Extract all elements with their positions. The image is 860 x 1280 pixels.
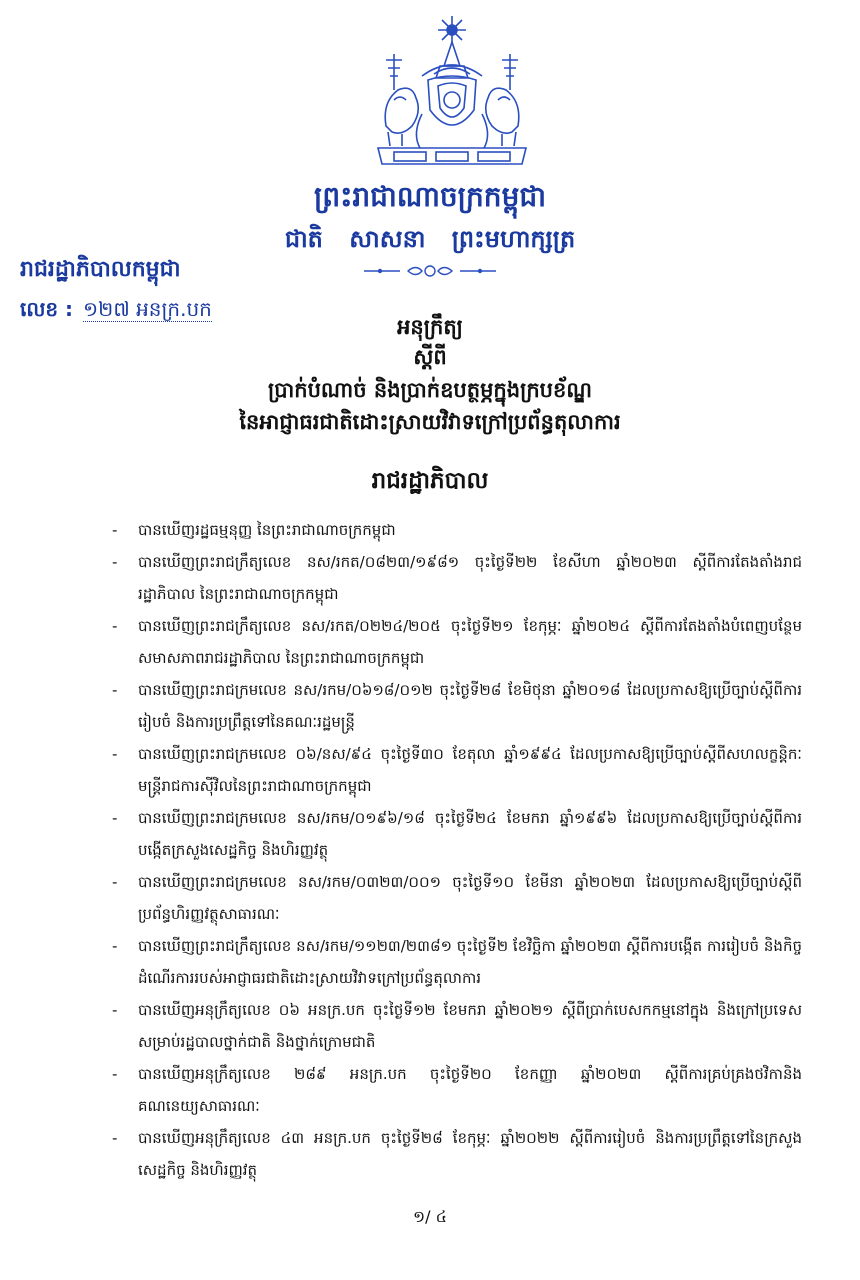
consideration-item (112, 738, 802, 802)
consideration-item (112, 1058, 802, 1122)
list-dash: - (112, 873, 118, 891)
consideration-item (112, 610, 802, 674)
consideration-item (112, 514, 802, 546)
title-about: ស្តីពី (413, 345, 447, 369)
list-dash: - (112, 521, 118, 539)
reference-value: ១២៧ អនក្រ.បក (83, 297, 212, 321)
consideration-text: បានឃើញព្រះរាជក្រមលេខ នស/រកម/០៣២៣/០០១ ចុះថ្ងៃទី១០ ខែមីនា ឆ្នាំ២០២៣ ដែលប្រកាសឱ្យប្រើច្បាប់ស្តីពីប្រព័ន្ធហិរញ្ញវត្ថុសាធារណៈ (138, 873, 802, 923)
kingdom-heading: ព្រះរាជាណាចក្រកម្ពុជា (313, 180, 546, 213)
consideration-text: បានឃើញព្រះរាជក្រមលេខ ០៦/នស/៩៤ ចុះថ្ងៃទី៣០ ខែតុលា ឆ្នាំ១៩៩៤ ដែលប្រកាសឱ្យប្រើច្បាប់ស្តីពីសហលក្ខន្តិកៈមន្ត្រីរាជការស៊ីវិលនៃព្រះរាជាណាចក្រកម្ពុជា (138, 745, 802, 795)
ornament-divider-icon (360, 262, 500, 280)
list-dash: - (112, 1001, 118, 1019)
consideration-item (112, 674, 802, 738)
reference-label: លេខ : (20, 297, 74, 321)
consideration-text: បានឃើញព្រះរាជក្រឹត្យលេខ នស/រកត/០៨២៣/១៩៨១ ចុះថ្ងៃទី២២ ខែសីហា ឆ្នាំ២០២៣ ស្តីពីការតែងតាំងរាជរដ្ឋាភិបាល នៃព្រះរាជាណាចក្រកម្ពុជា (138, 553, 802, 603)
national-motto: ជាតិ សាសនា ព្រះមហាក្សត្រ (284, 225, 576, 253)
consideration-item (112, 994, 802, 1058)
authority-heading: រាជរដ្ឋាភិបាល (371, 468, 489, 494)
list-dash: - (112, 937, 118, 955)
consideration-text: បានឃើញអនុក្រឹត្យលេខ ០៦ អនក្រ.បក ចុះថ្ងៃទី១២ ខែមករា ឆ្នាំ២០២១ ស្តីពីប្រាក់បេសកកម្មនៅក្នុង និងក្រៅប្រទេសសម្រាប់រដ្ឋបាលថ្នាក់ជាតិ និងថ្នាក់ក្រោមជាតិ (138, 1001, 802, 1051)
consideration-text: បានឃើញព្រះរាជក្រមលេខ នស/រកម/០១៩៦/១៨ ចុះថ្ងៃទី២៤ ខែមករា ឆ្នាំ១៩៩៦ ដែលប្រកាសឱ្យប្រើច្បាប់ស្តីពីការបង្កើតក្រសួងសេដ្ឋកិច្ច និងហិរញ្ញវត្ថុ (138, 809, 802, 859)
list-dash: - (112, 617, 118, 635)
list-dash: - (112, 1065, 118, 1083)
royal-coat-of-arms-icon (372, 14, 532, 172)
considerations-list (112, 514, 802, 1186)
consideration-text: បានឃើញអនុក្រឹត្យលេខ ៤៣ អនក្រ.បក ចុះថ្ងៃទី២៨ ខែកុម្ភៈ ឆ្នាំ២០២២ ស្តីពីការរៀបចំ និងការប្រព្រឹត្តទៅនៃក្រសួងសេដ្ឋកិច្ច និងហិរញ្ញវត្ថុ (138, 1129, 802, 1179)
consideration-text: បានឃើញព្រះរាជក្រឹត្យលេខ នស/រកម/១១២៣/២៣៨១ ចុះថ្ងៃទី២ ខែវិច្ឆិកា ឆ្នាំ២០២៣ ស្តីពីការបង្កើត ការរៀបចំ និងកិច្ចដំណើរការរបស់អាជ្ញាធរជាតិដោះស្រាយវិវាទក្រៅប្រព័ន្ធតុលាការ (138, 937, 802, 987)
list-dash: - (112, 681, 118, 699)
subject-line-1: ប្រាក់បំណាច់ និងប្រាក់ឧបត្ថម្ភក្នុងក្របខ័ណ្ឌ (268, 378, 592, 402)
consideration-item (112, 546, 802, 610)
list-dash: - (112, 809, 118, 827)
consideration-text: បានឃើញរដ្ឋធម្មនុញ្ញ នៃព្រះរាជាណាចក្រកម្ពុជា (138, 521, 396, 539)
consideration-text: បានឃើញព្រះរាជក្រមលេខ នស/រកម/០៦១៨/០១២ ចុះថ្ងៃទី២៨ ខែមិថុនា ឆ្នាំ២០១៨ ដែលប្រកាសឱ្យប្រើច្បាប់ស្តីពីការរៀបចំ និងការប្រព្រឹត្តទៅនៃគណៈរដ្ឋមន្ត្រី (138, 681, 802, 731)
list-dash: - (112, 745, 118, 763)
issuing-authority: រាជរដ្ឋាភិបាលកម្ពុជា (20, 257, 181, 282)
consideration-text: បានឃើញអនុក្រឹត្យលេខ ២៨៩ អនក្រ.បក ចុះថ្ងៃទី២០ ខែកញ្ញា ឆ្នាំ២០២៣ ស្តីពីការគ្រប់គ្រងថវិកានិងគណនេយ្យសាធារណៈ (138, 1065, 802, 1115)
consideration-item (112, 930, 802, 994)
subject-line-2: នៃអាជ្ញាធរជាតិដោះស្រាយវិវាទក្រៅប្រព័ន្ធតុលាការ (239, 410, 621, 434)
document-title (0, 312, 860, 438)
consideration-item (112, 866, 802, 930)
consideration-item (112, 1122, 802, 1186)
page-number: ១/ ៤ (413, 1207, 447, 1226)
list-dash: - (112, 553, 118, 571)
consideration-text: បានឃើញព្រះរាជក្រឹត្យលេខ នស/រកត/០២២៤/២០៥ ចុះថ្ងៃទី២១ ខែកុម្ភៈ ឆ្នាំ២០២៤ ស្តីពីការតែងតាំងបំពេញបន្ថែមសមាសភាពរាជរដ្ឋាភិបាល នៃព្រះរាជាណាចក្រកម្ពុជា (138, 617, 802, 667)
list-dash: - (112, 1129, 118, 1147)
consideration-item (112, 802, 802, 866)
document-type: អនុក្រឹត្យ (397, 315, 463, 339)
